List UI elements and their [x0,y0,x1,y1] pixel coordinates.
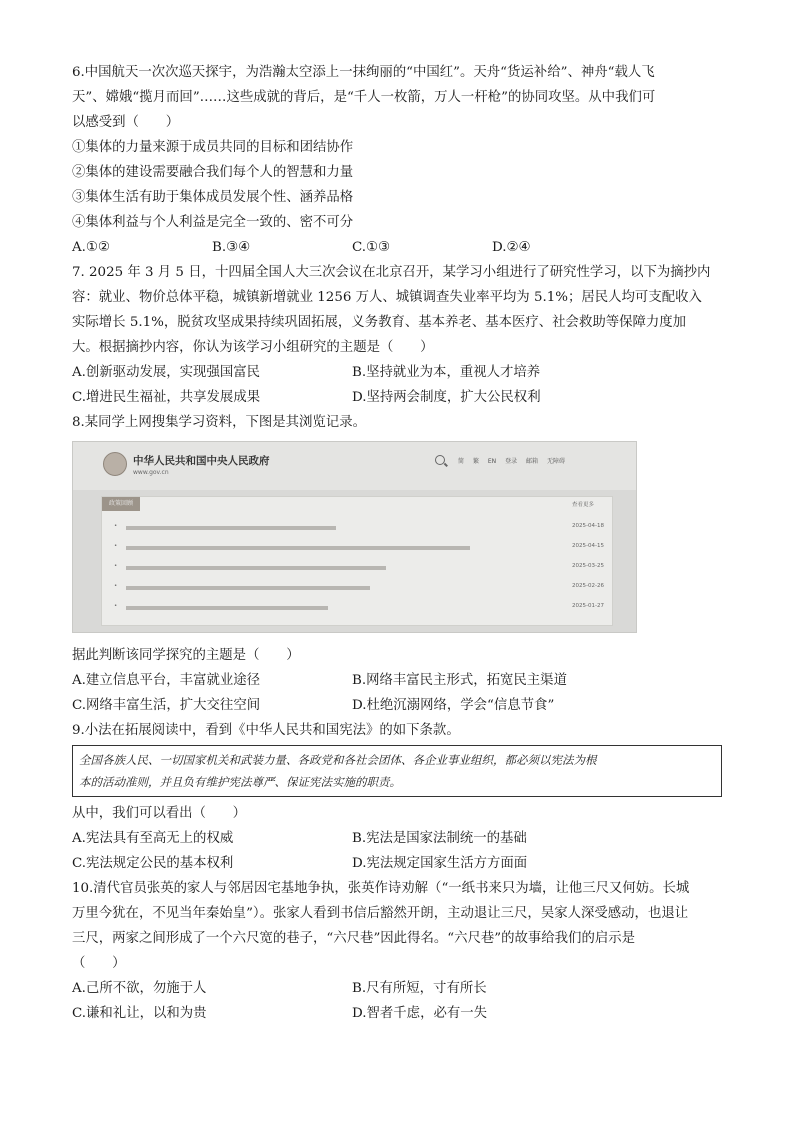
bullet-icon: • [114,543,118,549]
nav-link: 繁 [472,458,479,465]
q6-option-b: B.③④ [212,240,251,255]
q9-option-d: D.宪法规定国家生活方方面面 [352,856,528,871]
panel-tab: 政策回顾 [102,497,140,511]
news-date: 2025-03-25 [572,563,604,569]
q7-stem-line: 实际增长 5.1%，脱贫攻坚成果持续巩固拓展，义务教育、基本养老、基本医疗、社会救助等保障力度加 [72,315,687,330]
q9-options-row-1 [72,826,724,851]
q9-option-b: B.宪法是国家法制统一的基础 [352,831,527,846]
q7-stem-line: 大。根据摘抄内容，你认为该学习小组研究的主题是（ ） [72,340,434,355]
q9-options-row-2 [72,851,724,876]
q6-item: ②集体的建设需要融合我们每个人的智慧和力量 [72,165,354,180]
nav-link: 邮箱 [526,458,539,465]
q9-question: 从中，我们可以看出（ ） [72,806,247,821]
q8-options-row-2 [72,693,724,718]
bullet-icon: • [114,563,118,569]
question-9 [72,718,724,876]
bullet-icon: • [114,583,118,589]
q7-option-a: A.创新驱动发展，实现强国富民 [72,365,261,380]
q7-option-b: B.坚持就业为本，重视人才培养 [352,365,541,380]
news-item [114,563,604,577]
blurred-headline [126,526,336,530]
nav-link: EN [487,458,497,465]
blurred-headline [126,586,370,590]
q8-option-a: A.建立信息平台，丰富就业途径 [72,673,261,688]
q6-stem-line: 6.中国航天一次次巡天探宇，为浩瀚太空添上一抹绚丽的“中国红”。天舟“货运补给”、神舟“载人飞 [72,65,655,80]
national-emblem-icon [103,452,127,476]
q6-option-a: A.①② [72,240,110,255]
q8-stem: 8.某同学上网搜集学习资料，下图是其浏览记录。 [72,415,366,430]
q8-option-d: D.杜绝沉溺网络，学会“信息节食” [352,698,555,713]
site-title: 中华人民共和国中央人民政府 [133,455,270,467]
browsing-record-screenshot [72,441,637,633]
nav-link: 简 [458,458,465,465]
news-date: 2025-01-27 [572,603,604,609]
q9-option-a: A.宪法具有至高无上的权威 [72,831,234,846]
news-date: 2025-04-18 [572,523,604,529]
news-panel [101,496,613,626]
question-6 [72,60,724,260]
q7-stem-line: 容：就业、物价总体平稳，城镇新增就业 1256 万人、城镇调查失业率平均为 5.1%；居民人均可支配收入 [72,290,702,305]
q9-option-c: C.宪法规定公民的基本权利 [72,856,234,871]
q10-stem-line: （ ） [72,956,126,971]
q6-item: ①集体的力量来源于成员共同的目标和团结协作 [72,140,354,155]
q10-option-d: D.智者千虑，必有一失 [352,1006,488,1021]
question-10 [72,876,724,1026]
q10-options-row-2 [72,1001,724,1026]
blurred-headline [126,606,328,610]
clause-line: 全国各族人民、一切国家机关和武装力量、各政党和各社会团体、各企业事业组织，都必须以宪法为根 [79,753,597,767]
q8-option-b: B.网络丰富民主形式，拓宽民主渠道 [352,673,567,688]
bullet-icon: • [114,523,118,529]
q6-item: ③集体生活有助于集体成员发展个性、涵养品格 [72,190,354,205]
news-item [114,583,604,597]
q8-option-c: C.网络丰富生活，扩大交往空间 [72,698,261,713]
q6-option-c: C.①③ [352,240,391,255]
q7-stem-line: 7. 2025 年 3 月 5 日，十四届全国人大三次会议在北京召开，某学习小组进行了研究性学习，以下为摘抄内 [72,265,711,280]
q10-stem-line: 三尺，两家之间形成了一个六尺宽的巷子，“六尺巷”因此得名。“六尺巷”的故事给我们的启示是 [72,931,636,946]
q6-stem-line: 以感受到（ ） [72,115,180,130]
news-item [114,523,604,537]
q10-option-a: A.己所不欲，勿施于人 [72,981,207,996]
news-date: 2025-02-26 [572,583,604,589]
q6-option-d: D.②④ [492,240,531,255]
q6-item: ④集体利益与个人利益是完全一致的、密不可分 [72,215,354,230]
q10-options-row-1 [72,976,724,1001]
news-item [114,543,604,557]
blurred-headline [126,546,470,550]
search-icon [435,455,445,465]
q10-option-c: C.谦和礼让，以和为贵 [72,1006,207,1021]
q6-options [72,235,724,260]
q10-option-b: B.尺有所短，寸有所长 [352,981,487,996]
blurred-headline [126,566,386,570]
q8-question: 据此判断该同学探究的主题是（ ） [72,648,300,663]
q7-options-row-1 [72,360,724,385]
q7-options-row-2 [72,385,724,410]
site-header [73,442,636,490]
bullet-icon: • [114,603,118,609]
news-item [114,603,604,617]
q7-option-d: D.坚持两会制度，扩大公民权利 [352,390,541,405]
clause-line: 本的活动准则，并且负有维护宪法尊严、保证宪法实施的职责。 [79,775,401,789]
exam-page [72,60,724,1026]
question-7 [72,260,724,410]
q10-stem-line: 10.清代官员张英的家人与邻居因宅基地争执，张英作诗劝解（“一纸书来只为墙，让他三尺又何妨。长城 [72,881,690,896]
site-nav [458,456,572,465]
more-link: 查看更多 [571,502,594,508]
q8-options-row-1 [72,668,724,693]
q7-option-c: C.增进民生福祉，共享发展成果 [72,390,261,405]
nav-link: 登录 [505,458,518,465]
constitution-clause-box [72,745,722,797]
question-8 [72,410,724,718]
news-date: 2025-04-15 [572,543,604,549]
q10-stem-line: 万里今犹在，不见当年秦始皇”）。张家人看到书信后豁然开朗，主动退让三尺，吴家人深受感动，也退让 [72,906,689,921]
site-url: www.gov.cn [133,469,169,476]
q9-stem: 9.小法在拓展阅读中，看到《中华人民共和国宪法》的如下条款。 [72,723,460,738]
nav-link: 无障碍 [546,458,565,465]
q6-stem-line: 天”、嫦娥“揽月而回”……这些成就的背后，是“千人一枚箭，万人一杆枪”的协同攻坚。从中我们可 [72,90,656,105]
